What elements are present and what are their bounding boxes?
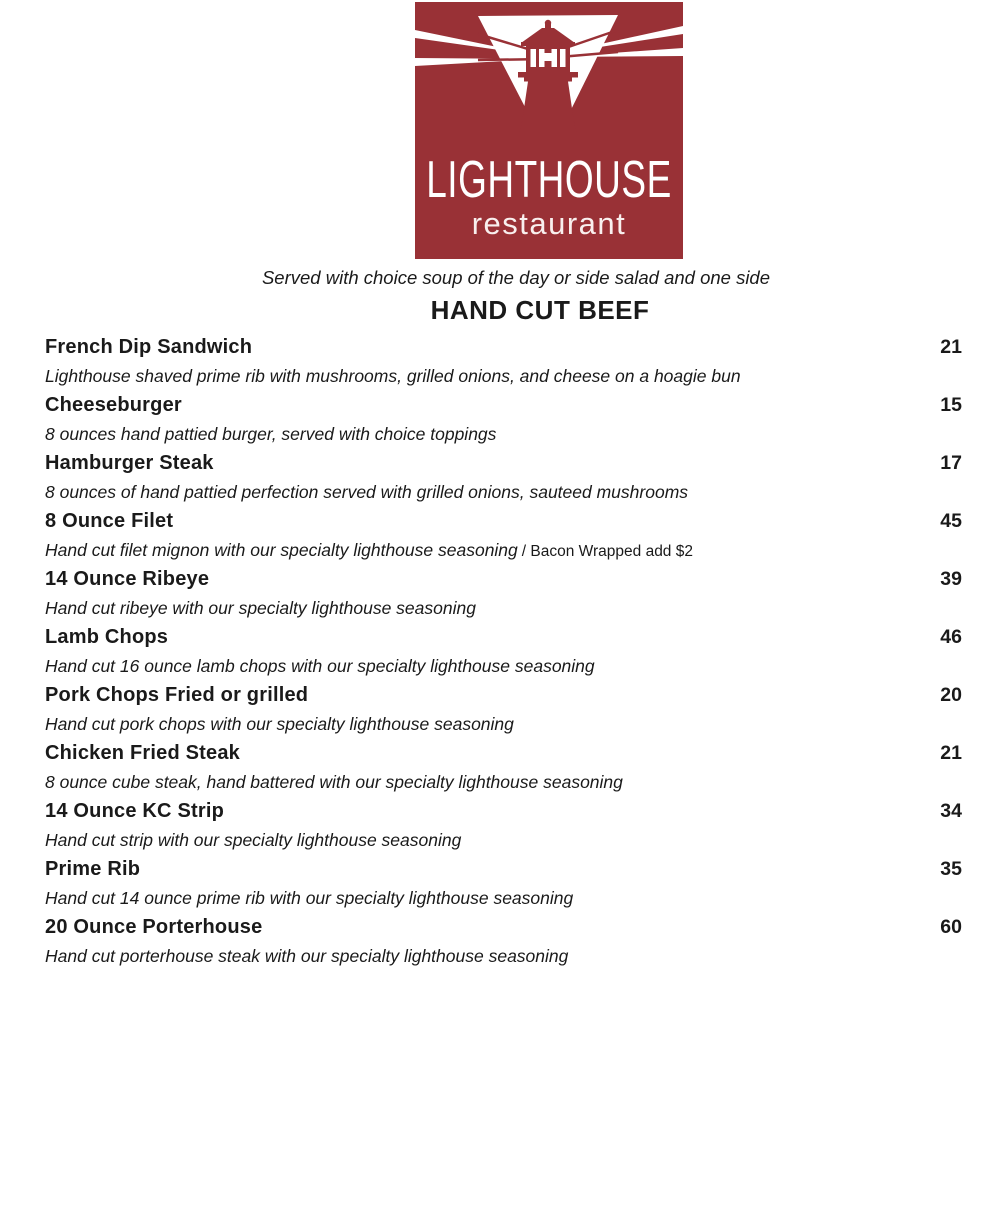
menu-note: Served with choice soup of the day or side salad and one side <box>261 267 771 288</box>
brand-name: LIGHTHOUSE <box>426 150 672 208</box>
item-description-text: 8 ounce cube steak, hand battered with our specialty lighthouse seasoning <box>45 772 623 792</box>
menu-item-row <box>45 507 962 536</box>
item-description-text: Hand cut strip with our specialty lighthouse seasoning <box>45 830 462 850</box>
menu-item-row <box>45 449 962 478</box>
item-price: 34 <box>940 800 962 822</box>
item-description-text: Lighthouse shaved prime rib with mushrooms, grilled onions, and cheese on a hoagie bun <box>45 366 741 386</box>
item-name: 14 Ounce Ribeye <box>45 568 210 590</box>
item-price: 45 <box>940 510 962 532</box>
item-description-text: Hand cut 16 ounce lamb chops with our specialty lighthouse seasoning <box>45 656 595 676</box>
menu-item <box>45 391 962 449</box>
item-description <box>45 826 962 855</box>
menu-item-row <box>45 623 962 652</box>
menu-item <box>45 333 962 391</box>
menu-item-row <box>45 913 962 942</box>
item-price: 17 <box>940 452 962 474</box>
lighthouse-icon <box>415 2 683 152</box>
item-name: Cheeseburger <box>45 394 182 416</box>
item-name: Prime Rib <box>45 858 141 880</box>
menu-item-row <box>45 739 962 768</box>
item-description <box>45 420 962 449</box>
item-name: 8 Ounce Filet <box>45 510 174 532</box>
item-name: Hamburger Steak <box>45 452 214 474</box>
menu-item <box>45 855 962 913</box>
item-description <box>45 768 962 797</box>
item-description-text: 8 ounces hand pattied burger, served with choice toppings <box>45 424 497 444</box>
item-price: 21 <box>940 336 962 358</box>
item-description-text: Hand cut filet mignon with our specialty lighthouse seasoning <box>45 540 518 560</box>
menu-item <box>45 623 962 681</box>
item-price: 15 <box>940 394 962 416</box>
item-description-text: Hand cut ribeye with our specialty lighthouse seasoning <box>45 598 476 618</box>
item-description <box>45 884 962 913</box>
menu-item-row <box>45 797 962 826</box>
item-description-note: / Bacon Wrapped add $2 <box>521 543 693 560</box>
item-price: 60 <box>940 916 962 938</box>
item-name: Chicken Fried Steak <box>45 742 240 764</box>
item-description <box>45 710 962 739</box>
menu-item-row <box>45 391 962 420</box>
menu-item-row <box>45 855 962 884</box>
menu-item-row <box>45 565 962 594</box>
item-price: 39 <box>940 568 962 590</box>
menu-item <box>45 507 962 565</box>
item-description <box>45 942 962 971</box>
item-price: 46 <box>940 626 962 648</box>
menu-item <box>45 449 962 507</box>
item-price: 21 <box>940 742 962 764</box>
menu-item <box>45 913 962 971</box>
item-price: 20 <box>940 684 962 706</box>
menu-item <box>45 681 962 739</box>
item-description-text: Hand cut porterhouse steak with our specialty lighthouse seasoning <box>45 946 569 966</box>
menu-item <box>45 797 962 855</box>
brand-subtitle: restaurant <box>471 206 627 241</box>
menu-item-row <box>45 333 962 362</box>
item-description <box>45 362 962 391</box>
item-description <box>45 594 962 623</box>
item-name: French Dip Sandwich <box>45 336 253 358</box>
item-description-text: Hand cut 14 ounce prime rib with our specialty lighthouse seasoning <box>45 888 574 908</box>
item-description <box>45 536 962 566</box>
item-description-text: Hand cut pork chops with our specialty lighthouse seasoning <box>45 714 514 734</box>
menu-item <box>45 739 962 797</box>
item-name: Lamb Chops <box>45 626 169 648</box>
item-name: 14 Ounce KC Strip <box>45 800 224 822</box>
item-description-text: 8 ounces of hand pattied perfection served with grilled onions, sauteed mushrooms <box>45 482 689 502</box>
item-description <box>45 652 962 681</box>
menu-list <box>45 333 962 971</box>
section-title: HAND CUT BEEF <box>430 295 650 325</box>
item-name: Pork Chops Fried or grilled <box>45 684 309 706</box>
menu-item <box>45 565 962 623</box>
menu-item-row <box>45 681 962 710</box>
restaurant-logo <box>415 2 683 259</box>
item-description <box>45 478 962 507</box>
item-name: 20 Ounce Porterhouse <box>45 916 263 938</box>
item-price: 35 <box>940 858 962 880</box>
